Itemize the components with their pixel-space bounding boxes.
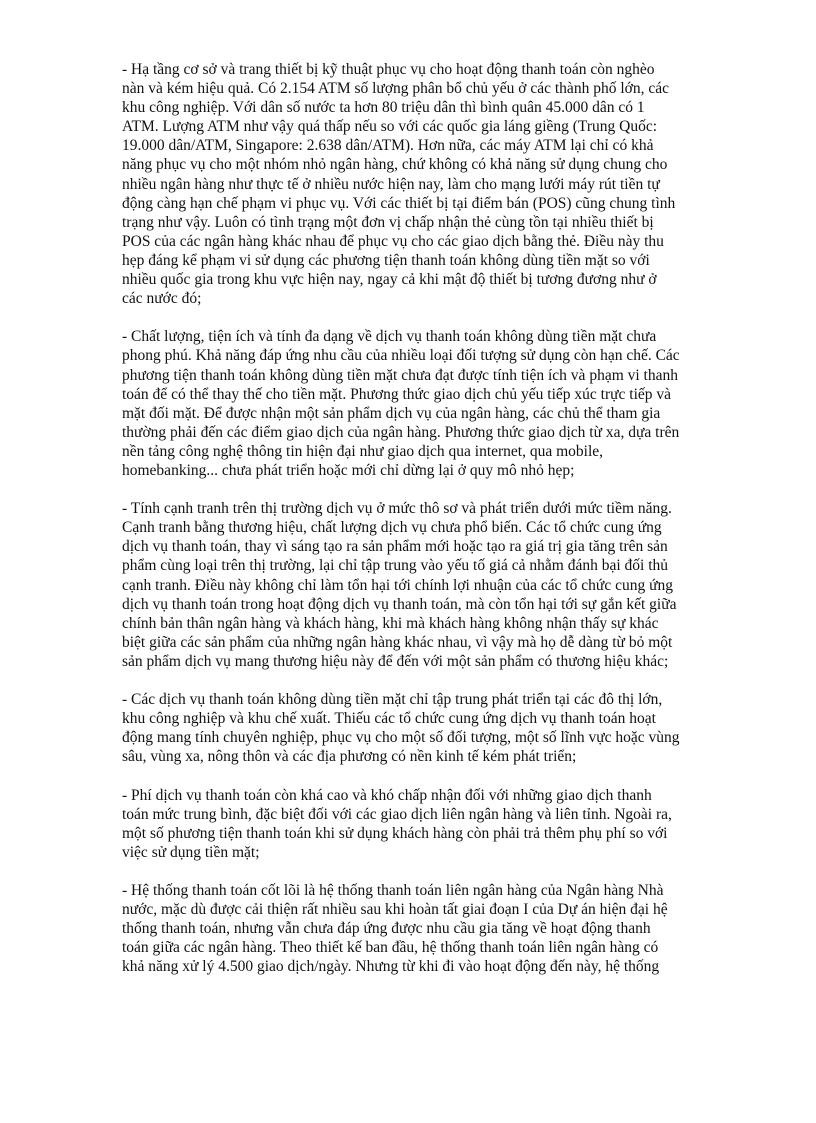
paragraph-line: - Hệ thống thanh toán cốt lõi là hệ thống thanh toán liên ngân hàng của Ngân hàng Nhà bbox=[122, 882, 664, 900]
paragraph-4 bbox=[122, 690, 722, 766]
paragraph-line: Cạnh tranh bằng thương hiệu, chất lượng dịch vụ chưa phổ biến. Các tổ chức cung ứng bbox=[122, 519, 662, 537]
paragraph-line: - Phí dịch vụ thanh toán còn khá cao và khó chấp nhận đối với những giao dịch thanh bbox=[122, 786, 652, 804]
paragraph-line: động mang tính chuyên nghiệp, phục vụ cho một số đối tượng, một số lĩnh vực hoặc vùng bbox=[122, 729, 680, 747]
paragraph-2 bbox=[122, 327, 722, 480]
paragraph-line: nhiều quốc gia trong khu vực hiện nay, ngay cả khi mật độ thiết bị tương đương như ở bbox=[122, 271, 657, 289]
paragraph-5 bbox=[122, 786, 722, 862]
paragraph-line: - Chất lượng, tiện ích và tính đa dạng về dịch vụ thanh toán không dùng tiền mặt chưa bbox=[122, 328, 657, 346]
paragraph-6 bbox=[122, 881, 722, 976]
paragraph-line: nàn và kém hiệu quả. Có 2.154 ATM số lượng phân bổ chủ yếu ở các thành phố lớn, các bbox=[122, 80, 669, 98]
paragraph-line: toán để có thể thay thế cho tiền mặt. Phương thức giao dịch chủ yếu tiếp xúc trực tiếp và bbox=[122, 385, 672, 403]
paragraph-line: phương tiện thanh toán không dùng tiền mặt chưa đạt được tính tiện ích và phạm vi thanh bbox=[122, 366, 678, 384]
paragraph-line: thống thanh toán, nhưng vẫn chưa đáp ứng được nhu cầu gia tăng về hoạt động thanh bbox=[122, 920, 651, 938]
paragraph-line: động càng hạn chế phạm vi phục vụ. Với các thiết bị tại điểm bán (POS) cũng chung tình bbox=[122, 194, 676, 212]
paragraph-line: khu công nghiệp và khu chế xuất. Thiếu các tổ chức cung ứng dịch vụ thanh toán hoạt bbox=[122, 710, 656, 728]
paragraph-line: ATM. Lượng ATM như vậy quá thấp nếu so với các quốc gia láng giềng (Trung Quốc: bbox=[122, 118, 657, 136]
paragraph-line: - Các dịch vụ thanh toán không dùng tiền mặt chỉ tập trung phát triển tại các đô thị lớn, bbox=[122, 691, 663, 709]
paragraph-line: sản phẩm dịch vụ mang thương hiệu này để đến với một sản phẩm có thương hiệu khác; bbox=[122, 652, 669, 670]
paragraph-line: trạng như vậy. Luôn có tình trạng một đơn vị chấp nhận thẻ cùng tồn tại nhiều thiết bị bbox=[122, 213, 654, 231]
paragraph-line: - Tính cạnh tranh trên thị trường dịch vụ ở mức thô sơ và phát triển dưới mức tiềm năng. bbox=[122, 500, 672, 518]
paragraph-line: homebanking... chưa phát triển hoặc mới chỉ dừng lại ở quy mô nhỏ hẹp; bbox=[122, 461, 575, 479]
paragraph-line: cạnh tranh. Điều này không chỉ làm tổn hại tới chính lợi nhuận của các tổ chức cung ứng bbox=[122, 576, 673, 594]
paragraph-line: 19.000 dân/ATM, Singapore: 2.638 dân/ATM). Hơn nữa, các máy ATM lại chỉ có khả bbox=[122, 137, 654, 155]
paragraph-line: phong phú. Khả năng đáp ứng nhu cầu của nhiều loại đối tượng sử dụng còn hạn chế. Các bbox=[122, 347, 680, 365]
paragraph-line: POS của các ngân hàng khác nhau để phục vụ cho các giao dịch bằng thẻ. Điều này thu bbox=[122, 232, 664, 250]
paragraph-line: dịch vụ thanh toán, thay vì sáng tạo ra sản phẩm mới hoặc tạo ra giá trị gia tăng trên sản bbox=[122, 538, 668, 556]
document-body bbox=[122, 60, 722, 996]
paragraph-line: năng phục vụ cho một nhóm nhỏ ngân hàng, chứ không có khả năng sử dụng chung cho bbox=[122, 156, 668, 174]
paragraph-line: - Hạ tầng cơ sở và trang thiết bị kỹ thuật phục vụ cho hoạt động thanh toán còn nghèo bbox=[122, 61, 655, 78]
paragraph-line: sâu, vùng xa, nông thôn và các địa phương có nền kinh tế kém phát triển; bbox=[122, 748, 577, 766]
paragraph-line: nước, mặc dù được cải thiện rất nhiều sau khi hoàn tất giai đoạn I của Dự án hiện đại hệ bbox=[122, 901, 668, 919]
paragraph-line: khu công nghiệp. Với dân số nước ta hơn 80 triệu dân thì bình quân 45.000 dân có 1 bbox=[122, 99, 645, 117]
paragraph-line: chính bản thân ngân hàng và khách hàng, khi mà khách hàng không nhận thấy sự khác bbox=[122, 614, 659, 632]
paragraph-line: thường phải đến các điểm giao dịch của ngân hàng. Phương thức giao dịch từ xa, dựa trên bbox=[122, 423, 680, 441]
paragraph-line: toán giữa các ngân hàng. Theo thiết kế ban đầu, hệ thống thanh toán liên ngân hàng có bbox=[122, 939, 659, 957]
paragraph-line: dịch vụ thanh toán trong hoạt động dịch vụ thanh toán, mà còn tổn hại tới sự gắn kết giữa bbox=[122, 595, 677, 613]
paragraph-line: một số phương tiện thanh toán khi sử dụng khách hàng còn phải trả thêm phụ phí so với bbox=[122, 824, 668, 842]
paragraph-3 bbox=[122, 499, 722, 671]
paragraph-line: mặt đối mặt. Để được nhận một sản phẩm dịch vụ của ngân hàng, các chủ thể tham gia bbox=[122, 404, 661, 422]
paragraph-line: khả năng xử lý 4.500 giao dịch/ngày. Nhưng từ khi đi vào hoạt động đến này, hệ thống bbox=[122, 958, 660, 976]
paragraph-line: phẩm cùng loại trên thị trường, lại chỉ tập trung vào yếu tố giá cả nhằm đánh bại đối thủ bbox=[122, 557, 669, 575]
paragraph-line: nền tảng công nghệ thông tin hiện đại như giao dịch qua internet, qua mobile, bbox=[122, 442, 604, 460]
paragraph-line: nhiều ngân hàng như thực tế ở nhiều nước hiện nay, làm cho mạng lưới máy rút tiền tự bbox=[122, 175, 660, 193]
paragraph-line: toán mức trung bình, đặc biệt đối với các giao dịch liên ngân hàng và liên tỉnh. Ngoài ra, bbox=[122, 805, 672, 823]
paragraph-line: biệt giữa các sản phẩm của những ngân hàng khác nhau, vì vậy mà họ dễ dàng từ bỏ một bbox=[122, 633, 673, 651]
paragraph-1 bbox=[122, 60, 722, 308]
paragraph-line: việc sử dụng tiền mặt; bbox=[122, 843, 260, 861]
paragraph-line: các nước đó; bbox=[122, 290, 202, 308]
paragraph-line: hẹp đáng kể phạm vi sử dụng các phương tiện thanh toán không dùng tiền mặt so với bbox=[122, 251, 650, 269]
